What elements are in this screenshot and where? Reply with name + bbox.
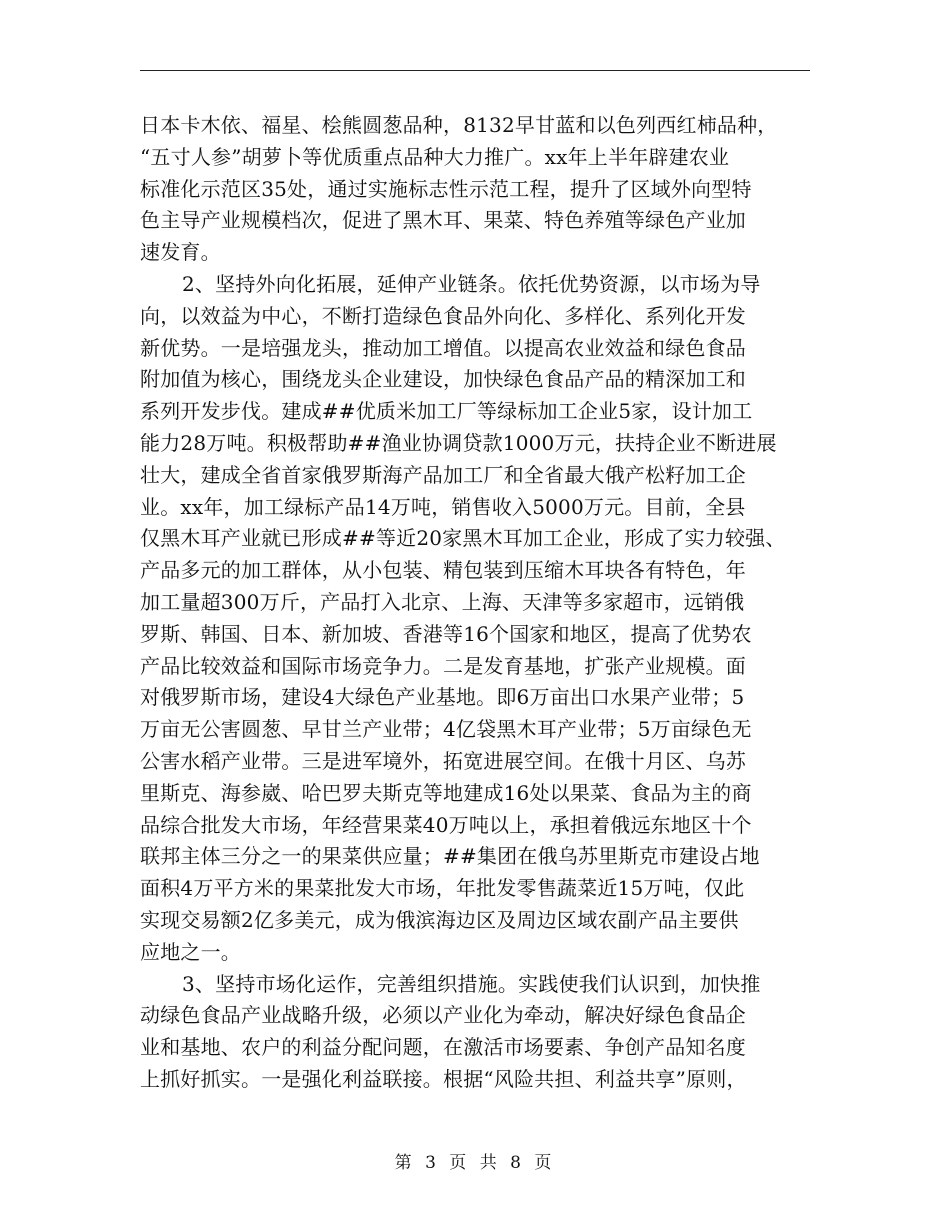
text-line: 壮大，建成全省首家俄罗斯海产品加工厂和全省最大俄产松籽加工企 [140,462,746,487]
text-line: 应地之一。 [140,939,241,964]
text-line: 业。xx年，加工绿标产品14万吨，销售收入5000万元。目前，全县 [140,494,746,519]
text-line: 上抓好抓实。一是强化利益联接。根据“风险共担、利益共享”原则， [140,1066,747,1091]
text-line: 速发育。 [140,240,221,265]
text-line: 联邦主体三分之一的果菜供应量；##集团在俄乌苏里斯克市建设占地 [140,844,760,869]
text-line: 面积4万平方米的果菜批发大市场，年批发零售蔬菜近15万吨，仅此 [140,876,745,901]
text-line: 罗斯、韩国、日本、新加坡、香港等16个国家和地区，提高了优势农 [140,621,752,646]
text-line: 附加值为核心，围绕龙头企业建设，加快绿色食品产品的精深加工和 [140,367,746,392]
text-line: 业和基地、农户的利益分配问题，在激活市场要素、争创产品知名度 [140,1035,746,1060]
text-line: 能力28万吨。积极帮助##渔业协调贷款1000万元，扶持企业不断进展 [140,430,777,455]
text-line: 对俄罗斯市场，建设4大绿色产业基地。即6万亩出口水果产业带；5 [140,685,745,710]
document-body [140,110,812,1096]
text-line: 公害水稻产业带。三是进军境外，拓宽进展空间。在俄十月区、乌苏 [140,748,746,773]
paragraph-start-line: 2、坚持外向化拓展，延伸产业链条。依托优势资源，以市场为导 [182,271,761,296]
text-line: 向，以效益为中心，不断打造绿色食品外向化、多样化、系列化开发 [140,303,746,328]
text-line: 仅黑木耳产业就已形成##等近20家黑木耳加工企业，形成了实力较强、 [140,526,786,551]
text-line: 产品比较效益和国际市场竞争力。二是发育基地，扩张产业规模。面 [140,653,746,678]
text-line: 动绿色食品产业战略升级，必须以产业化为牵动，解决好绿色食品企 [140,1003,746,1028]
page-number-footer: 第 3 页 共 8 页 [394,1153,556,1173]
text-line: 加工量超300万斤，产品打入北京、上海、天津等多家超市，远销俄 [140,589,745,614]
paragraph-start-line: 3、坚持市场化运作，完善组织措施。实践使我们认识到，加快推 [182,971,761,996]
text-line: 实现交易额2亿多美元，成为俄滨海边区及周边区域农副产品主要供 [140,907,739,932]
text-line: 系列开发步伐。建成##优质米加工厂等绿标加工企业5家，设计加工 [140,399,753,424]
text-line: 品综合批发大市场，年经营果菜40万吨以上，承担着俄远东地区十个 [140,812,752,837]
text-line: 标准化示范区35处，通过实施标志性示范工程，提升了区域外向型特 [140,176,752,201]
text-line: 色主导产业规模档次，促进了黑木耳、果菜、特色养殖等绿色产业加 [140,208,746,233]
text-line: 日本卡木依、福星、桧熊圆葱品种，8132早甘蓝和以色列西红柿品种， [140,113,778,137]
header-rule [140,70,810,71]
text-line: 里斯克、海参崴、哈巴罗夫斯克等地建成16处以果菜、食品为主的商 [140,780,752,805]
text-line: 新优势。一是培强龙头，推动加工增值。以提高农业效益和绿色食品 [140,335,746,360]
text-line: 产品多元的加工群体，从小包装、精包装到压缩木耳块各有特色，年 [140,558,746,583]
text-line: “五寸人参”胡萝卜等优质重点品种大力推广。xx年上半年辟建农业 [140,144,730,169]
text-line: 万亩无公害圆葱、早甘兰产业带；4亿袋黑木耳产业带；5万亩绿色无 [140,717,752,742]
